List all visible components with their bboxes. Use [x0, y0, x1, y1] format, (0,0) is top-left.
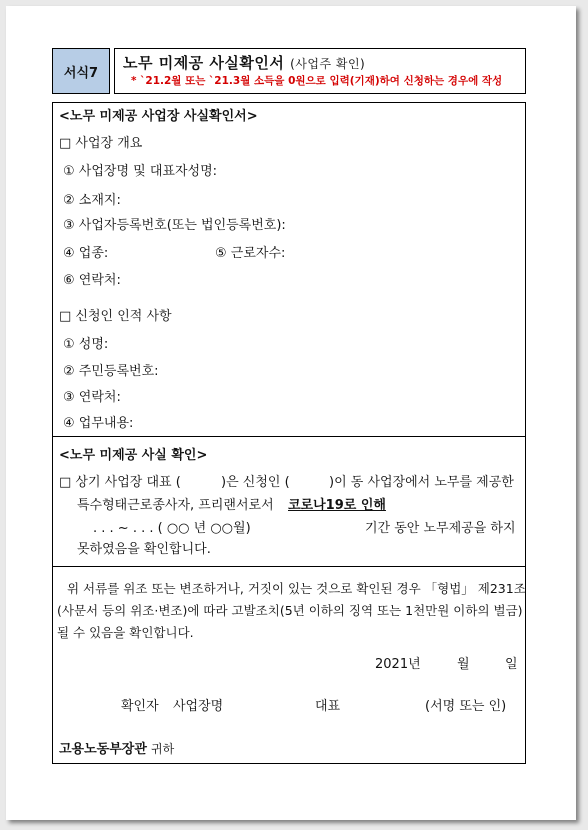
recipient-name: 고용노동부장관	[59, 742, 147, 757]
field-resident-number: ② 주민등록번호:	[63, 364, 159, 379]
form-title-sub: (사업주 확인)	[290, 57, 366, 71]
section-declaration	[52, 566, 526, 764]
field-business-name: ① 사업장명 및 대표자성명:	[63, 164, 218, 179]
form-title-main: 노무 미제공 사실확인서	[123, 54, 285, 72]
confirm-line-1b: )은 신청인 (	[221, 475, 290, 490]
section-workplace-info	[52, 102, 526, 437]
field-contact: ⑥ 연락처:	[63, 273, 121, 288]
confirm-line-3a: . . . ~ . . . ( ○○ 년 ○○월)	[93, 521, 251, 536]
field-registration-number: ③ 사업자등록번호(또는 법인등록번호):	[63, 218, 286, 233]
confirm-line-2a: 특수형태근로종사자, 프리랜서로서	[77, 498, 274, 513]
date-year: 2021년	[375, 657, 421, 672]
title-box	[114, 48, 526, 94]
field-applicant-name: ① 성명:	[63, 337, 109, 352]
confirmer-label: 확인자	[121, 699, 159, 714]
form-number-tag: 서식7	[52, 48, 110, 94]
confirm-line-1c: )이 동 사업장에서 노무를 제공한	[329, 475, 514, 490]
form-header	[52, 48, 526, 94]
confirm-line-3b: 기간 동안 노무제공을 하지	[365, 521, 516, 536]
recipient-line	[59, 741, 174, 758]
confirm-line-2b: 코로나19로 인해	[288, 498, 386, 513]
overview-title: □ 사업장 개요	[59, 136, 143, 151]
section2-heading: <노무 미제공 사실 확인>	[59, 448, 208, 463]
representative-label: 대표	[315, 699, 341, 714]
confirm-line-1a: □ 상기 사업장 대표 (	[59, 475, 181, 490]
recipient-honorific: 귀하	[151, 742, 175, 756]
field-industry: ④ 업종:	[63, 246, 109, 261]
form-title	[123, 52, 365, 73]
field-applicant-contact: ③ 연락처:	[63, 390, 121, 405]
form-note: * `21.2월 또는 `21.3월 소득을 0원으로 입력(기재)하여 신청하는 경우에 작성	[131, 75, 503, 87]
date-month: 월	[457, 657, 470, 672]
field-address: ② 소재지:	[63, 193, 121, 208]
declaration-line-3: 될 수 있음을 확인합니다.	[57, 625, 194, 640]
declaration-line-2: (사문서 등의 위조·변조)에 따라 고발조치(5년 이하의 징역 또는 1천만원 이하의 벌금)	[57, 603, 523, 618]
date-day: 일	[505, 657, 518, 672]
declaration-line-1: 위 서류를 위조 또는 변조하거나, 거짓이 있는 것으로 확인된 경우 「형법」 제231조	[67, 581, 526, 596]
field-employee-count: ⑤ 근로자수:	[215, 246, 286, 261]
confirm-line-4: 못하였음을 확인합니다.	[77, 542, 211, 557]
field-job-description: ④ 업무내용:	[63, 416, 134, 431]
section-non-provision-confirmation	[52, 436, 526, 567]
applicant-title: □ 신청인 인적 사항	[59, 309, 172, 324]
signature-label: (서명 또는 인)	[425, 699, 507, 714]
business-name-label: 사업장명	[173, 699, 224, 714]
section1-heading: <노무 미제공 사업장 사실확인서>	[59, 109, 258, 124]
